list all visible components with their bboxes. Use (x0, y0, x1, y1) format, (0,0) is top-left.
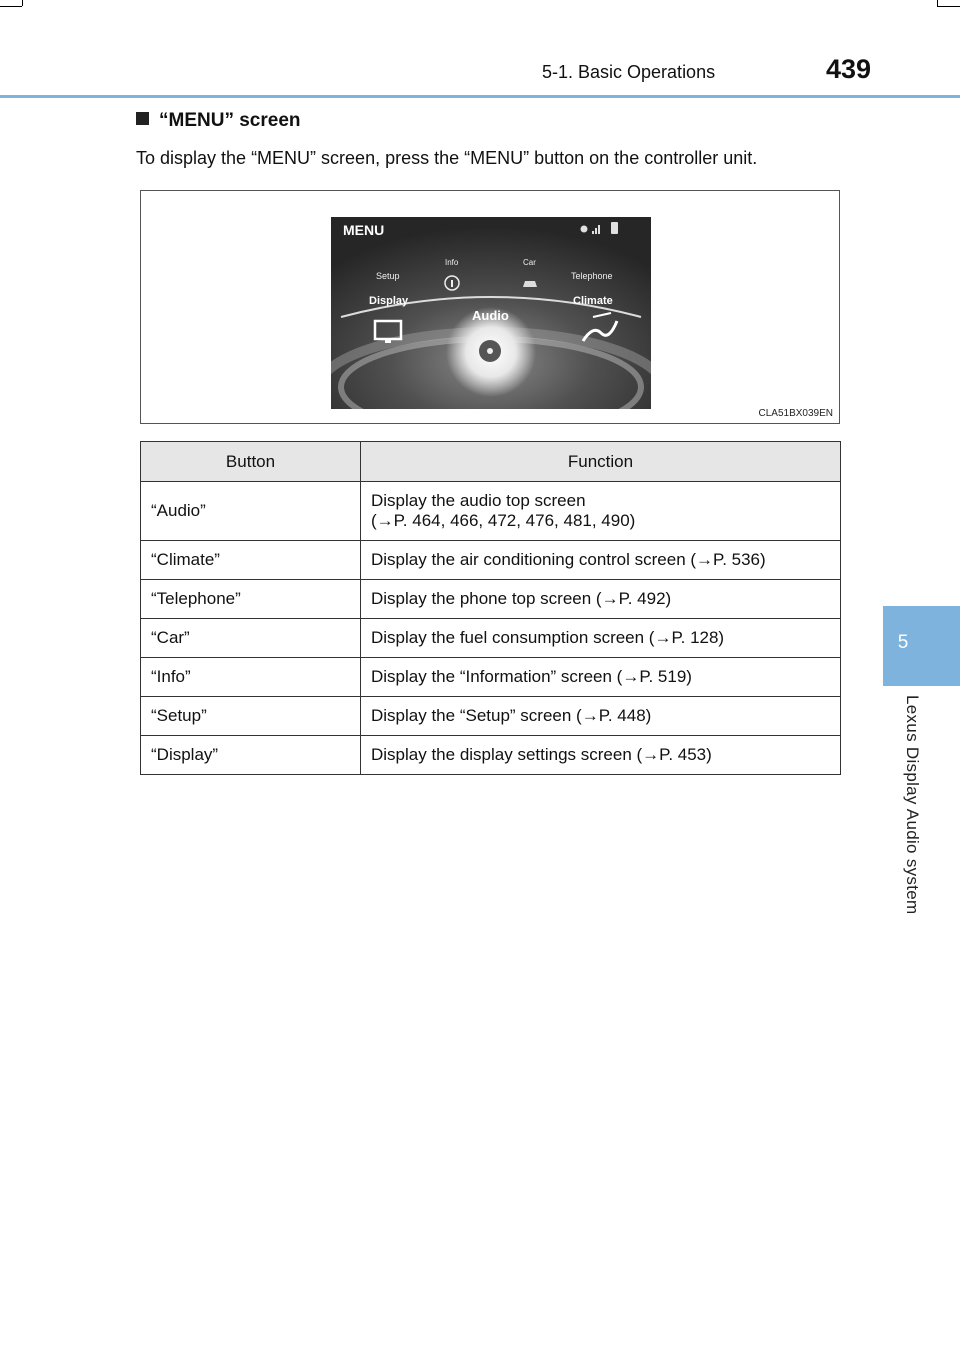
chapter-tab (883, 606, 960, 686)
column-header-function: Function (361, 442, 841, 482)
button-cell: “Audio” (141, 482, 361, 541)
info-icon-mark (451, 280, 453, 287)
corner-mark-tl-v (22, 0, 23, 6)
screen-title: MENU (343, 222, 385, 238)
table-row (141, 736, 841, 775)
function-cell: Display the phone top screen (→P. 492) (361, 580, 841, 619)
header-section-title: 5-1. Basic Operations (542, 62, 716, 82)
function-cell: Display the “Setup” screen (→P. 448) (361, 697, 841, 736)
header-rule (0, 95, 960, 98)
chapter-label: Lexus Display Audio system (903, 695, 922, 915)
menu-screen-figure (140, 190, 840, 424)
column-header-button: Button (141, 442, 361, 482)
function-line: Display the audio top screen (371, 491, 586, 510)
table-row (141, 580, 841, 619)
table-row (141, 619, 841, 658)
audio-disc-icon (479, 340, 501, 362)
corner-mark-tl-h (0, 6, 22, 7)
button-cell: “Setup” (141, 697, 361, 736)
table-row (141, 482, 841, 541)
audio-label: Audio (472, 308, 509, 323)
page-number: 439 (826, 54, 872, 84)
square-bullet-icon (136, 112, 149, 125)
function-cell: Display the fuel consumption screen (→P. 128) (361, 619, 841, 658)
section-heading-text: “MENU” screen (159, 110, 301, 131)
button-cell: “Display” (141, 736, 361, 775)
table-row (141, 541, 841, 580)
menu-screen-image (331, 217, 651, 409)
menu-screen-graphic (331, 217, 651, 409)
display-label: Display (369, 295, 409, 307)
corner-mark-tr-h (937, 6, 960, 7)
function-table (140, 441, 841, 775)
function-cell: Display the display settings screen (→P. 453) (361, 736, 841, 775)
function-cell (361, 482, 841, 541)
intro-paragraph: To display the “MENU” screen, press the “MENU” button on the controller unit. (136, 148, 758, 168)
figure-code: CLA51BX039EN (758, 408, 833, 419)
button-cell: “Telephone” (141, 580, 361, 619)
button-cell: “Climate” (141, 541, 361, 580)
car-label: Car (523, 258, 536, 267)
car-icon (523, 281, 537, 287)
function-cell: Display the “Information” screen (→P. 519) (361, 658, 841, 697)
table-row (141, 658, 841, 697)
function-line-refs: (→P. 464, 466, 472, 476, 481, 490) (371, 511, 636, 530)
button-cell: “Info” (141, 658, 361, 697)
chapter-number: 5 (897, 632, 909, 653)
table-header-row (141, 442, 841, 482)
function-cell: Display the air conditioning control screen (→P. 536) (361, 541, 841, 580)
bluetooth-icon (581, 226, 588, 233)
button-cell: “Car” (141, 619, 361, 658)
table-row (141, 697, 841, 736)
battery-icon (611, 222, 618, 234)
setup-label: Setup (376, 271, 400, 281)
section-heading (136, 110, 301, 132)
climate-label: Climate (573, 295, 613, 307)
info-label: Info (445, 258, 459, 267)
telephone-label: Telephone (571, 271, 613, 281)
